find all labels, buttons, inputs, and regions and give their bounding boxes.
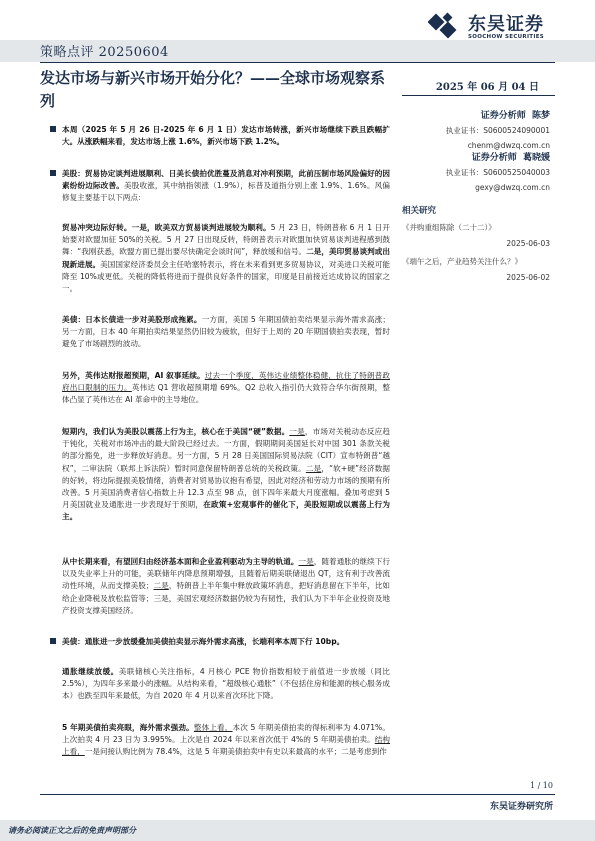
para-trade: 贸易冲突边际好转。一是，欧美双方贸易谈判进展较为顺利。5 月 23 日，特朗普称 6 月 1 日开始要对欧盟加征 50%的关税。5 月 27 日出现反转，特朗普表示对欧盟加快贸易谈判进程感到鼓舞：“我刚获悉，欧盟方面已提出要尽快确定会谈时间”，释放缓和信号。二是，美印贸易谈判或出现新进展。美国国家经济委员会主任哈塞特表示，将在未来看到更多贸易协议，对美进口关税可能降至 10%或更低。关税的降低将进而于提供良好条件的国家，印度是目前接近达成协议的国家之一。 bbox=[62, 223, 391, 294]
analyst-block-1 bbox=[402, 108, 550, 150]
related-item-2[interactable]: 《端午之后，产业趋势关注什么？》 bbox=[402, 257, 522, 266]
brand-logo-icon bbox=[428, 12, 462, 42]
analyst-2-email[interactable]: gexy@dwzq.com.cn bbox=[475, 183, 550, 192]
related-research-title: 相关研究 bbox=[402, 206, 437, 216]
related-item-1[interactable]: 《并购重组陈除（二十二）》 bbox=[402, 223, 496, 232]
page-number: 1 / 10 bbox=[529, 781, 553, 790]
brand-name-en: SOOCHOW SECURITIES bbox=[468, 34, 545, 40]
analyst-1: 证券分析师 陈梦 bbox=[480, 111, 550, 121]
date-rule bbox=[402, 95, 555, 96]
related-research bbox=[402, 204, 550, 282]
footer-rule bbox=[40, 794, 555, 795]
para-us-bonds: 美债：通胀进一步放缓叠加美债拍卖显示海外需求高涨，长端利率本周下行 10bp。 bbox=[62, 636, 390, 648]
para-treasury-jp: 美债：日本长债进一步对美股形成拖累。一方面，美国 5 年期国债拍卖结果显示海外需求高涨；另一方面，日本 40 年期拍卖结果显然仍旧较为疲软，但好于上周的 20 年期国债拍卖表现，暂时避免了市场剧烈的波动。 bbox=[62, 315, 391, 349]
header-rule bbox=[40, 62, 555, 63]
analyst-block-2 bbox=[402, 150, 550, 192]
brand-name-cn: 东吴证券 bbox=[468, 14, 544, 35]
para-inflation: 通胀继续放缓。美联储核心关注指标，4 月核心 PCE 物价指数相较于前值进一步放缓（同比 2.5%），为四年多来最小的涨幅。从结构来看，“超级核心通胀”（不包括住房和能源的核心服务成本）也跌至四年来最低，为自 2020 年 4 月以来首次环比下降。 bbox=[62, 667, 390, 701]
analyst-2-cert: 执业证书：S0600525040003 bbox=[445, 168, 550, 177]
brand-logo bbox=[428, 10, 558, 44]
bullet-icon bbox=[50, 170, 56, 176]
related-item-1-date: 2025-06-03 bbox=[506, 239, 550, 248]
footer-disclaimer: 请务必阅读正文之后的免责声明部分 bbox=[8, 825, 136, 835]
related-item-2-date: 2025-06-02 bbox=[506, 273, 550, 282]
analyst-1-email[interactable]: chenm@dwzq.com.cn bbox=[467, 141, 550, 150]
para-us-stocks: 美股：贸易协定谈判进展顺利、日美长债拍优胜蔓及消息对冲利预期，此前压制市场风险偏好的因素纷纷边际改善。美股收涨，其中纳指领涨（1.9%），标普及道指分别上涨 1.9%、1.6%。风偏修复主要基于以下两点： bbox=[62, 168, 390, 205]
analyst-2: 证券分析师 葛晓媛 bbox=[471, 153, 550, 163]
para-summary: 本周（2025 年 5 月 26 日-2025 年 6 月 1 日）发达市场转涨，新兴市场继续下跌且跌幅扩大。从涨跌幅来看，发达市场上涨 1.6%，新兴市场下跌 1.2%。 bbox=[62, 124, 390, 148]
footer-company: 东吴证券研究所 bbox=[489, 802, 553, 812]
para-long-term: 从中长期来看，有望回归由经济基本面和企业盈利驱动为主导的轨道。一是，随着通胀的继续下行以及失业率上升的可能，美联储年内降息预期增强，且随着后期美联储退出 QT，这有利于改善流动性环境，从而支撑美股；二是，特朗普上半年集中释放政策坏消息，把好消息留在下半年，比如给企业降税及放松监管等；三是，美国宏观经济数据仍较为有韧性，我们认为下半年企业投资及地产投资支撑美国经济。 bbox=[62, 557, 391, 615]
report-category: 策略点评 20250604 bbox=[40, 45, 169, 60]
bullet-icon bbox=[50, 638, 56, 644]
para-nvidia: 另外，英伟达财报超预期，AI 叙事延续。过去一个季度，英伟达业绩整体稳健，抗住了特朗普政府出口限制的压力。英伟达 Q1 营收超预期增 69%。Q2 总收入指引仍大致符合华尔街预期，整体凸显了英伟达在 AI 革命中的主导地位。 bbox=[62, 371, 391, 405]
para-5y-auction: 5 年期美债拍卖亮眼，海外需求强劲。整体上看，本次 5 年期美债拍卖的得标利率为 4.071%。上次拍卖 4 月 23 日为 3.995%。上次是自 2024 年以来首次低于 4%的 5 年期美债拍卖。结构上看，一是问接认购比例为 78.4%，这是 5 年期美债拍卖中有史以来最高的水平；二是考虑到作 bbox=[62, 723, 391, 757]
report-title: 发达市场与新兴市场开始分化？——全球市场观察系列 bbox=[40, 69, 386, 110]
bullet-icon bbox=[50, 126, 56, 132]
analyst-1-cert: 执业证书：S0600524090001 bbox=[445, 126, 550, 135]
para-short-term: 短期内，我们认为美股以震荡上行为主，核心在于美国“硬”数据。一是，市场对关税动态反应趋于钝化，关税对市场冲击的最大阶段已经过去。一方面，假期期间美国延长对中国 301 条款关税的部分豁免，进一步释放好消息。另一方面，5 月 28 日美国国际贸易法院（CIT）宣布特朗普“越权”，二审法院（联邦上诉法院）暂时同意保留特朗普总统的关税政策。二是，“软+硬”经济数据的好转，将边际提振美股情绪，消费者对贸易协议抱有希望，因此对经济和劳动力市场的预期有所改善。5 月美国消费者信心指数上升 12.3 点至 98 点，创下四年来最大月度涨幅。叠加考虑到 5 月美国就业及通胀进一步表现好于预期，在政策+宏观事件的催化下，美股短期或以震荡上行为主。 bbox=[62, 427, 391, 522]
report-date: 2025 年 06 月 04 日 bbox=[435, 82, 539, 93]
